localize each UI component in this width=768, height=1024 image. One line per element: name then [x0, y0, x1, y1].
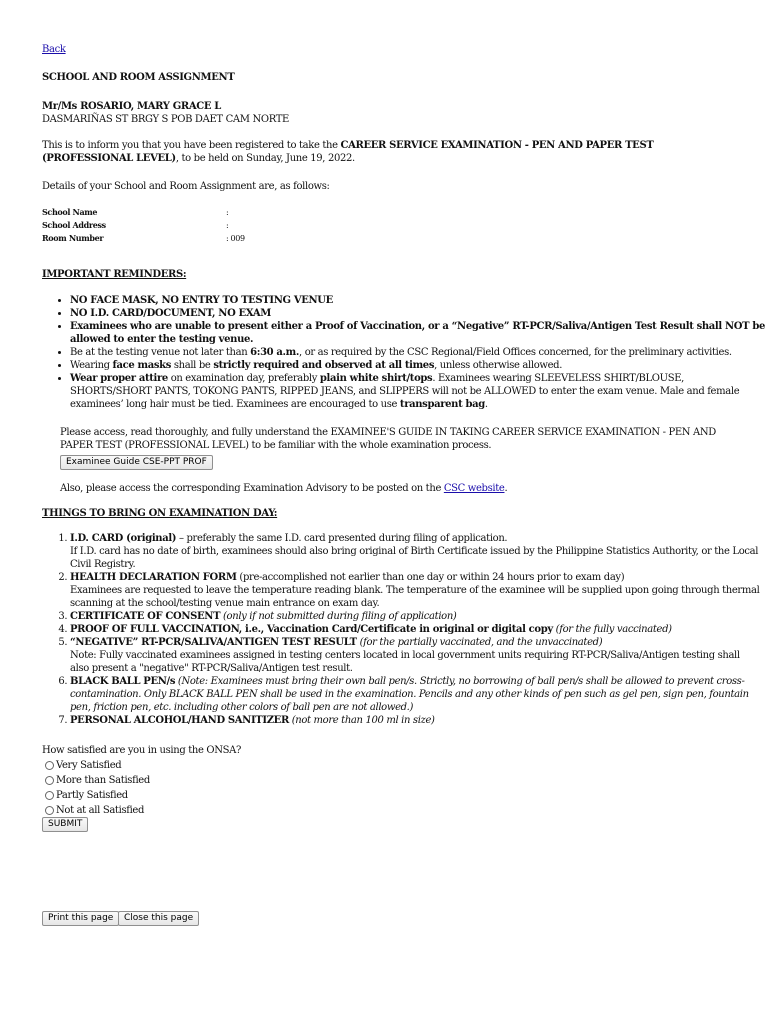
list-item: [70, 571, 760, 610]
reminder-time: 6:30 a.m.: [250, 347, 300, 358]
back-link[interactable]: Back: [42, 44, 66, 55]
list-item: [70, 636, 760, 675]
reminder-emphasis: transparent bag: [399, 399, 485, 410]
radio-button[interactable]: [45, 761, 54, 770]
radio-label: More than Satisfied: [56, 775, 150, 786]
school-address-label: School Address: [42, 220, 106, 230]
survey-question: How satisfied are you in using the ONSA?: [42, 745, 241, 756]
advisory-notice: [60, 482, 507, 495]
item-title: BLACK BALL PEN/s: [70, 676, 176, 687]
reminder-text: . Examinees wearing SLEEVELESS SHIRT/BLOUSE, SHORTS/SHORT PANTS, TOKONG PANTS, RIPPED JEANS, and SLIPPERS will not be ALLOWED to enter the exam venue. Male and female examinees’ long hair must be tied. Examinees are encouraged to use: [70, 373, 740, 410]
intro-suffix: , to be held on Sunday, June 19, 2022.: [175, 153, 355, 164]
advisory-prefix: Also, please access the corresponding Examination Advisory to be posted on the: [60, 483, 444, 494]
room-number-label: Room Number: [42, 233, 104, 243]
details-intro: Details of your School and Room Assignment are, as follows:: [42, 181, 330, 192]
radio-option-partly-satisfied[interactable]: [42, 788, 150, 803]
radio-label: Partly Satisfied: [56, 790, 128, 801]
list-item: [70, 610, 760, 623]
room-number-value: : 009: [226, 234, 245, 243]
list-item: [70, 532, 760, 571]
reminder-text: shall be: [171, 360, 214, 371]
radio-button[interactable]: [45, 791, 54, 800]
table-row: [42, 219, 245, 232]
item-note: (Note: Examinees must bring their own ball pen/s. Strictly, no borrowing of ball pen/s shall be allowed to prevent cross-contamination. Only BLACK BALL PEN shall be used in the examination. Pencils and any other kinds of pen such as gel pen, sign pen, fountain pen, friction pen, etc. including other colors of ball pen are not allowed.): [70, 676, 749, 713]
examinee-guide-button[interactable]: Examinee Guide CSE-PPT PROF: [60, 455, 213, 470]
registration-notice: [42, 139, 672, 165]
radio-label: Not at all Satisfied: [56, 805, 145, 816]
reminder-text: .: [484, 399, 488, 410]
item-note: Note: Fully vaccinated examinees assigned in testing centers located in local government units requiring RT-PCR/Saliva/Antigen testing shall also present a "negative" RT-PCR/Saliva/Antigen test result.: [70, 650, 740, 674]
reminder-emphasis: face masks: [112, 360, 172, 371]
intro-prefix: This is to inform you that you have been registered to take the: [42, 140, 341, 151]
print-page-button[interactable]: Print this page: [42, 911, 119, 926]
radio-option-more-than-satisfied[interactable]: [42, 773, 150, 788]
list-item: • Examinees who are unable to present either a Proof of Vaccination, or a “Negative” RT-PCR/Saliva/Antigen Test Result shall NOT be allowed to enter the testing venue.: [70, 320, 768, 346]
submit-button[interactable]: SUBMIT: [42, 817, 88, 832]
reminder-text: Wearing: [70, 360, 113, 371]
list-item: [70, 346, 768, 359]
item-title: PERSONAL ALCOHOL/HAND SANITIZER: [70, 715, 289, 726]
list-item: [70, 359, 768, 372]
school-name-label: School Name: [42, 207, 98, 217]
guide-instruction: Please access, read thoroughly, and fully understand the EXAMINEE'S GUIDE IN TAKING CAREER SERVICE EXAMINATION - PEN AND PAPER TEST (PROFESSIONAL LEVEL) to be familiar with the whole examination process.: [60, 427, 716, 451]
close-page-button[interactable]: Close this page: [118, 911, 199, 926]
item-title: CERTIFICATE OF CONSENT: [70, 611, 221, 622]
item-note: (only if not submitted during filing of application): [220, 611, 457, 622]
exam-name: CAREER SERVICE EXAMINATION - PEN AND PAPER TEST (PROFESSIONAL LEVEL): [42, 140, 654, 164]
table-row: [42, 206, 245, 219]
reminders-heading: IMPORTANT REMINDERS:: [42, 269, 187, 280]
radio-label: Very Satisfied: [56, 760, 122, 771]
reminder-text: , or as required by the CSC Regional/Field Offices concerned, for the preliminary activities.: [299, 347, 732, 358]
item-title: HEALTH DECLARATION FORM: [70, 572, 237, 583]
list-item: [70, 372, 768, 411]
reminder-emphasis: Wear proper attire: [70, 373, 168, 384]
reminders-list: [42, 294, 768, 411]
things-list: [42, 532, 760, 727]
item-title: “NEGATIVE” RT-PCR/SALIVA/ANTIGEN TEST RESULT: [70, 637, 357, 648]
item-note: If I.D. card has no date of birth, examinees should also bring original of Birth Certificate issued by the Philippine Statistics Authority, or the Local Civil Registry.: [70, 546, 759, 570]
list-item: • NO I.D. CARD/DOCUMENT, NO EXAM: [70, 307, 768, 320]
list-item: [70, 714, 760, 727]
reminder-text: on examination day, preferably: [167, 373, 320, 384]
item-title: PROOF OF FULL VACCINATION, i.e., Vaccination Card/Certificate in original or digital copy: [70, 624, 553, 635]
school-address-value: :: [226, 221, 229, 230]
csc-website-link[interactable]: CSC website: [443, 483, 505, 494]
examinee-name: Mr/Ms ROSARIO, MARY GRACE L: [42, 101, 221, 112]
list-item: • NO FACE MASK, NO ENTRY TO TESTING VENUE: [70, 294, 768, 307]
reminder-emphasis: plain white shirt/tops: [319, 373, 433, 384]
assignment-table: [42, 206, 245, 245]
satisfaction-options: [42, 758, 150, 818]
things-heading: THINGS TO BRING ON EXAMINATION DAY:: [42, 508, 278, 519]
advisory-suffix: .: [504, 483, 508, 494]
item-text: – preferably the same I.D. card presented during filing of application.: [176, 533, 508, 544]
reminder-emphasis: strictly required and observed at all times: [213, 360, 435, 371]
radio-option-not-satisfied[interactable]: [42, 803, 150, 818]
list-item: [70, 623, 760, 636]
radio-option-very-satisfied[interactable]: [42, 758, 150, 773]
examinee-address: DASMARIÑAS ST BRGY S POB DAET CAM NORTE: [42, 114, 289, 125]
page-title: SCHOOL AND ROOM ASSIGNMENT: [42, 72, 235, 83]
reminder-text: , unless otherwise allowed.: [434, 360, 563, 371]
reminder-text: Be at the testing venue not later than: [70, 347, 251, 358]
item-text: (pre-accomplished not earlier than one day or within 24 hours prior to exam day): [236, 572, 625, 583]
table-row: [42, 232, 245, 245]
item-title: I.D. CARD (original): [70, 533, 177, 544]
item-note: (not more than 100 ml in size): [288, 715, 435, 726]
radio-button[interactable]: [45, 776, 54, 785]
item-note: (for the partially vaccinated, and the unvaccinated): [356, 637, 603, 648]
radio-button[interactable]: [45, 806, 54, 815]
school-name-value: :: [226, 208, 229, 217]
list-item: [70, 675, 760, 714]
item-note: (for the fully vaccinated): [552, 624, 672, 635]
item-note: Examinees are requested to leave the temperature reading blank. The temperature of the examinee will be supplied upon going through thermal scanning at the school/testing venue main entrance on exam day.: [70, 585, 760, 609]
